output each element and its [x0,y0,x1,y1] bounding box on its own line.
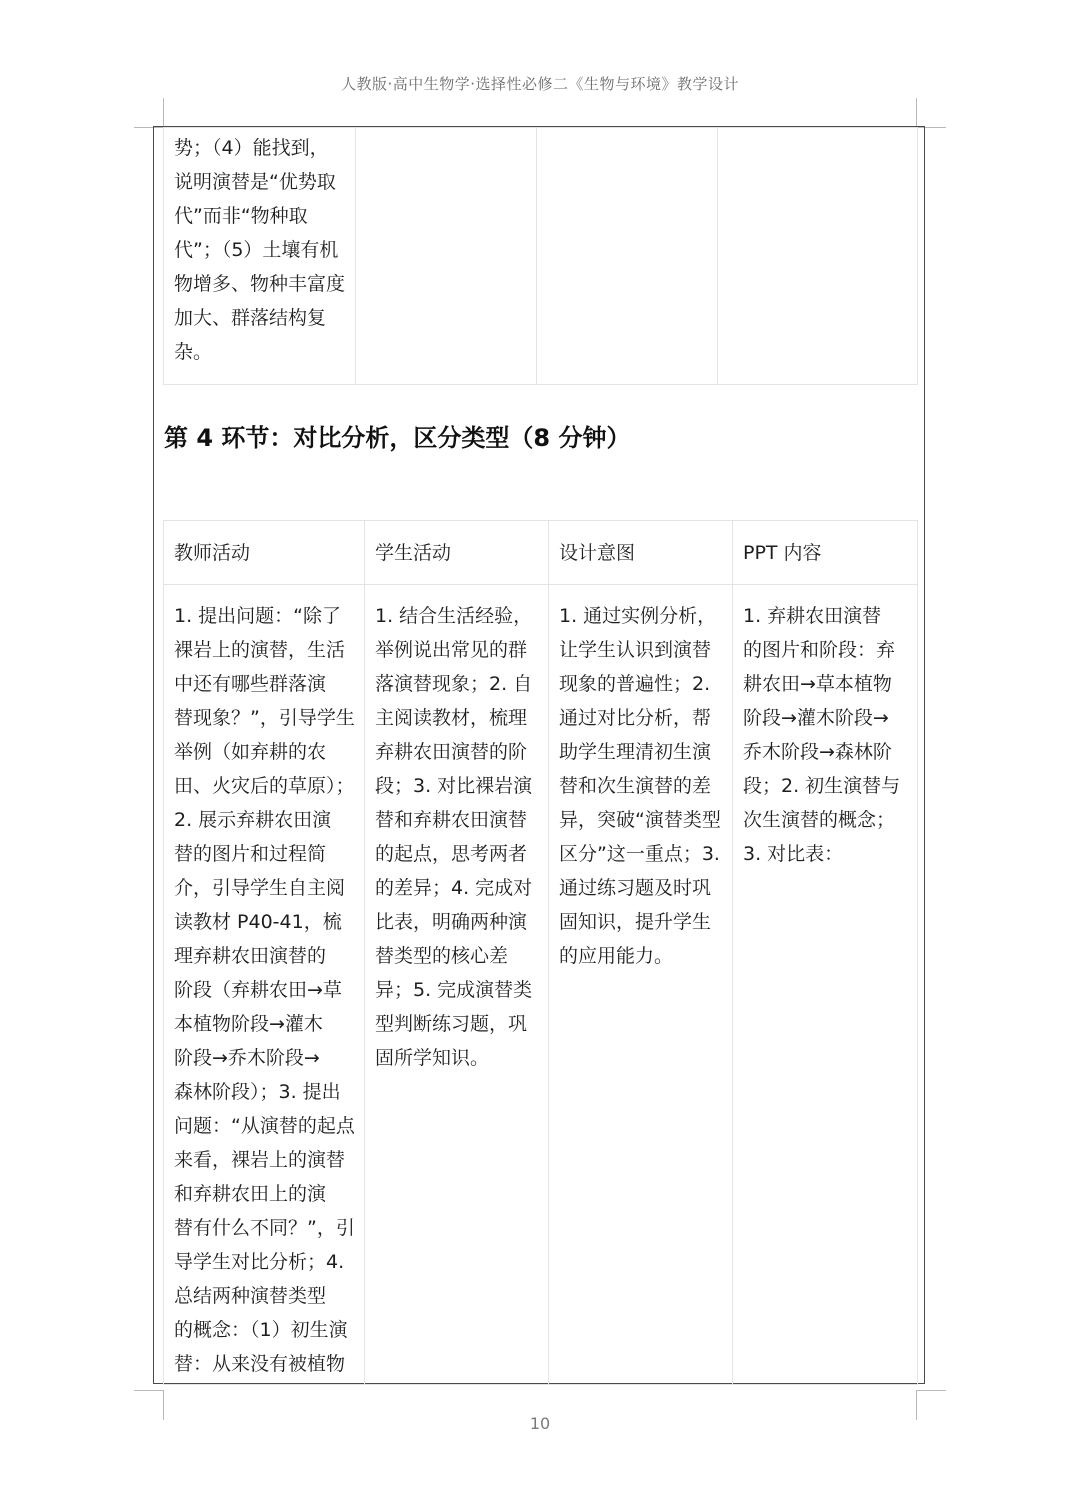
text-line: 裸岩上的演替，生活 [174,639,346,661]
text-line: 异；5. 完成演替类 [375,979,533,1001]
table-cell [537,128,718,385]
design-intent-text [549,585,732,973]
text-line: 森林阶段）；3. 提出 [174,1081,341,1103]
text-line: 段；2. 初生演替与 [743,775,901,797]
text-line: 替类型的核心差 [375,945,509,967]
text-line: 替有什么不同？”，引 [174,1217,355,1239]
text-line: 杂。 [174,341,213,363]
text-line: 的起点，思考两者 [375,843,528,865]
text-line: 替：从来没有被植物 [174,1353,346,1375]
table-header-cell [365,521,549,585]
text-line: 总结两种演替类型 [174,1285,327,1307]
text-line: 1. 提出问题：“除了 [174,605,342,627]
header-student: 学生活动 [375,541,452,564]
section-title: 第 4 环节：对比分析，区分类型（8 分钟） [164,424,631,452]
crop-mark [163,98,164,128]
text-line: 弃耕农田演替的阶 [375,741,528,763]
text-line: 田、火灾后的草原）； [174,775,355,797]
text-line: 3. 对比表： [743,843,844,865]
text-line: 主阅读教材，梳理 [375,707,528,729]
table-cell [164,585,365,1385]
table-header-cell [733,521,918,585]
page-header: 人教版·高中生物学·选择性必修二《生物与环境》教学设计 [340,75,740,93]
text-line: 助学生理清初生演 [559,741,712,763]
page-number: 10 [529,1414,551,1433]
text-line: 通过练习题及时巩 [559,877,712,899]
text-line: 替的图片和过程简 [174,843,327,865]
text-line: 2. 展示弃耕农田演 [174,809,332,831]
text-line: 导学生对比分析；4. [174,1251,345,1273]
table-cell [356,128,537,385]
text-line: 的概念：（1）初生演 [174,1319,348,1341]
text-line: 读教材 P40-41，梳 [174,911,342,933]
text-line: 本植物阶段→灌木 [174,1013,323,1035]
text-line: 理弃耕农田演替的 [174,945,327,967]
table-cell [365,585,549,1385]
text-line: 的应用能力。 [559,945,674,967]
table-cell [718,128,918,385]
text-line: 1. 弃耕农田演替 [743,605,882,627]
text-line: 介，引导学生自主阅 [174,877,346,899]
text-line: 固所学知识。 [375,1047,490,1069]
text-line: 阶段（弃耕农田→草 [174,979,342,1001]
text-line: 的图片和阶段：弃 [743,639,896,661]
crop-mark [916,98,917,128]
text-line: 代”；（5）土壤有机 [174,239,339,261]
text-line: 阶段→乔木阶段→ [174,1047,320,1069]
crop-mark [134,1390,164,1391]
table-cell [164,128,356,385]
text-line: 段；3. 对比裸岩演 [375,775,533,797]
text-line: 替和次生演替的差 [559,775,712,797]
text-line: 落演替现象；2. 自 [375,673,533,695]
text-line: 举例（如弃耕的农 [174,741,327,763]
text-line: 次生演替的概念； [743,809,896,831]
cell-text [164,128,355,369]
text-line: 势；（4）能找到， [174,137,329,159]
text-line: 举例说出常见的群 [375,639,528,661]
table-row [164,585,918,1385]
text-line: 替现象？”，引导学生 [174,707,355,729]
text-line: 阶段→灌木阶段→ [743,707,889,729]
table-header-cell [549,521,733,585]
table-header-row [164,521,918,585]
header-teacher: 教师活动 [174,541,251,564]
text-line: 物增多、物种丰富度 [174,273,346,295]
crop-mark [916,1390,946,1391]
student-activity-text [365,585,548,1075]
text-line: 比表，明确两种演 [375,911,528,933]
text-line: 乔木阶段→森林阶 [743,741,892,763]
table-header-cell [164,521,365,585]
continued-table [163,127,918,385]
text-line: 现象的普遍性；2. [559,673,711,695]
text-line: 加大、群落结构复 [174,307,327,329]
teacher-activity-text [164,585,364,1381]
text-line: 让学生认识到演替 [559,639,712,661]
text-line: 固知识，提升学生 [559,911,712,933]
table-cell [733,585,918,1385]
text-line: 说明演替是“优势取 [174,171,336,193]
table-cell [549,585,733,1385]
text-line: 1. 结合生活经验， [375,605,533,627]
activity-table [163,520,918,1385]
text-line: 1. 通过实例分析， [559,605,717,627]
text-line: 问题：“从演替的起点 [174,1115,355,1137]
text-line: 通过对比分析，帮 [559,707,712,729]
text-line: 代”而非“物种取 [174,205,308,227]
text-line: 的差异；4. 完成对 [375,877,533,899]
text-line: 替和弃耕农田演替 [375,809,528,831]
header-ppt: PPT 内容 [743,541,822,564]
text-line: 和弃耕农田上的演 [174,1183,327,1205]
text-line: 区分”这一重点；3. [559,843,720,865]
text-line: 中还有哪些群落演 [174,673,327,695]
ppt-content-text [733,585,917,871]
text-line: 异，突破“演替类型 [559,809,721,831]
text-line: 耕农田→草本植物 [743,673,892,695]
header-design: 设计意图 [559,541,636,564]
text-line: 型判断练习题，巩 [375,1013,528,1035]
text-line: 来看，裸岩上的演替 [174,1149,346,1171]
